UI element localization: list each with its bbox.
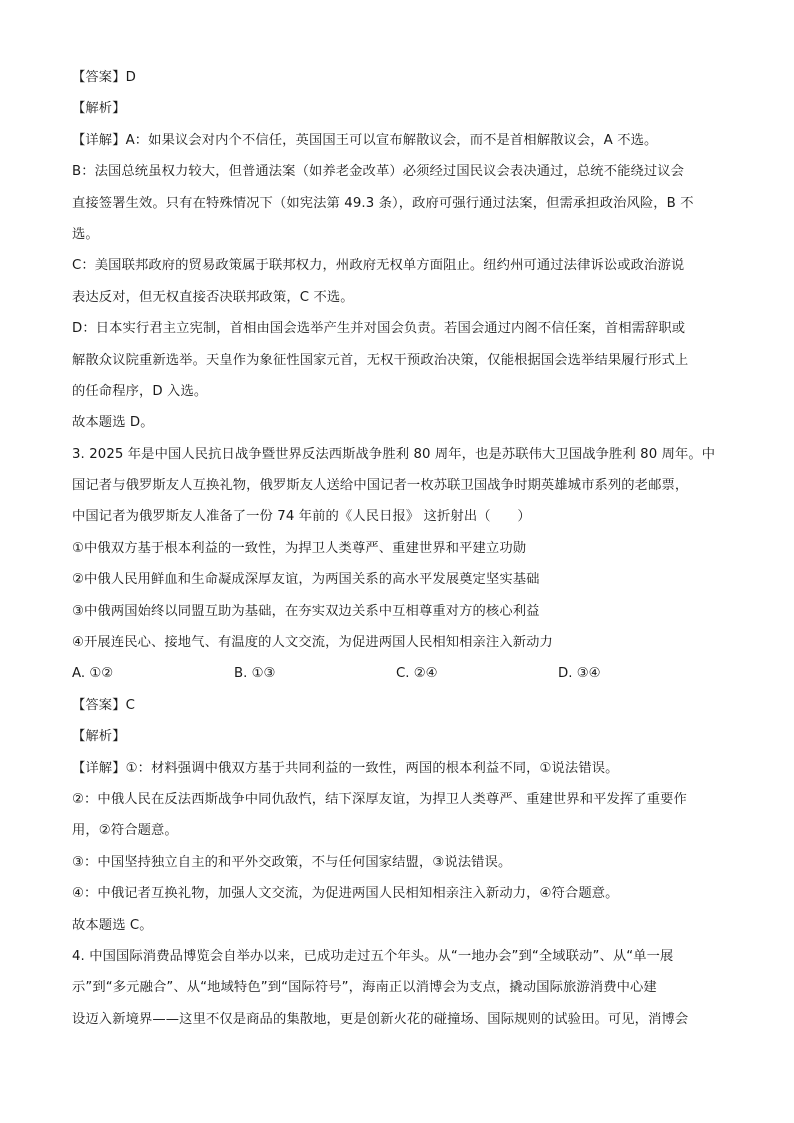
q3-statement: ④开展连民心、接地气、有温度的人文交流，为促进两国人民相知相亲注入新动力 xyxy=(72,635,553,651)
exam-solution-page xyxy=(72,62,722,1035)
q3-statement: ②中俄人民用鲜血和生命凝成深厚友谊，为两国关系的高水平发展奠定坚实基础 xyxy=(72,572,540,588)
q3-option-b: B. ①③ xyxy=(234,666,276,682)
q3-detail-line: ②：中俄人民在反法西斯战争中同仇敌忾，结下深厚友谊，为捍卫人类尊严、重建世界和平发挥了重要作 xyxy=(72,791,687,807)
q2-detail-line: 的任命程序，D 入选。 xyxy=(72,383,208,399)
q3-statement: ①中俄双方基于根本利益的一致性，为捍卫人类尊严、重建世界和平建立功勋 xyxy=(72,540,527,556)
q3-detail-line: 【详解】①：材料强调中俄双方基于共同利益的一致性，两国的根本利益不同，①说法错误。 xyxy=(72,760,619,776)
q2-detail-line: D：日本实行君主立宪制，首相由国会选举产生并对国会负责。若国会通过内阁不信任案，首相需辞职或 xyxy=(72,321,686,337)
q3-stem-line: 3. 2025 年是中国人民抗日战争暨世界反法西斯战争胜利 80 周年，也是苏联伟大卫国战争胜利 80 周年。中 xyxy=(72,446,716,462)
q2-conclusion: 故本题选 D。 xyxy=(72,415,154,431)
q2-detail-line: 选。 xyxy=(72,226,99,242)
q2-detail-line: C：美国联邦政府的贸易政策属于联邦权力，州政府无权单方面阻止。纽约州可通过法律诉讼或政治游说 xyxy=(72,258,685,274)
q3-option-c: C. ②④ xyxy=(396,666,438,682)
q2-analysis-heading: 【解析】 xyxy=(72,101,126,117)
q3-stem-line: 国记者与俄罗斯友人互换礼物，俄罗斯友人送给中国记者一枚苏联卫国战争时期英雄城市系列的老邮票， xyxy=(72,478,689,494)
q4-stem-line: 4. 中国国际消费品博览会自举办以来，已成功走过五个年头。从“一地办会”到“全域联动”、从“单一展 xyxy=(72,948,674,964)
q2-detail-line: 直接签署生效。只有在特殊情况下（如宪法第 49.3 条），政府可强行通过法案，但需承担政治风险，B 不 xyxy=(72,195,694,211)
q3-analysis-heading: 【解析】 xyxy=(72,729,126,745)
q4-stem-line: 示”到“多元融合”、从“地域特色”到“国际符号”，海南正以消博会为支点，撬动国际旅游消费中心建 xyxy=(72,980,657,996)
q2-detail-line: B：法国总统虽权力较大，但普通法案（如养老金改革）必须经过国民议会表决通过，总统不能绕过议会 xyxy=(72,164,685,180)
q3-answer: 【答案】C xyxy=(72,697,135,713)
q3-conclusion: 故本题选 C。 xyxy=(72,917,153,933)
q3-stem-line: 中国记者为俄罗斯友人准备了一份 74 年前的《人民日报》 这折射出（ ） xyxy=(72,509,531,525)
q3-option-d: D. ③④ xyxy=(558,666,601,682)
q3-detail-line: 用，②符合题意。 xyxy=(72,823,178,839)
q3-detail-line: ③：中国坚持独立自主的和平外交政策，不与任何国家结盟，③说法错误。 xyxy=(72,854,512,870)
q3-detail-line: ④：中俄记者互换礼物，加强人文交流，为促进两国人民相知相亲注入新动力，④符合题意。 xyxy=(72,886,619,902)
q3-statement: ③中俄两国始终以同盟互助为基础，在夯实双边关系中互相尊重对方的核心利益 xyxy=(72,603,540,619)
q2-detail-line: 【详解】A：如果议会对内个不信任，英国国王可以宣布解散议会，而不是首相解散议会，A 不选。 xyxy=(72,132,658,148)
q4-stem-line: 设迈入新境界——这里不仅是商品的集散地，更是创新火花的碰撞场、国际规则的试验田。可见，消博会 xyxy=(72,1011,689,1027)
q3-option-a: A. ①② xyxy=(72,666,114,682)
q3-options xyxy=(72,658,722,689)
q2-detail-line: 解散众议院重新选举。天皇作为象征性国家元首，无权干预政治决策，仅能根据国会选举结果履行形式上 xyxy=(72,352,689,368)
q2-answer: 【答案】D xyxy=(72,70,136,85)
q2-detail-line: 表达反对，但无权直接否决联邦政策，C 不选。 xyxy=(72,289,354,305)
